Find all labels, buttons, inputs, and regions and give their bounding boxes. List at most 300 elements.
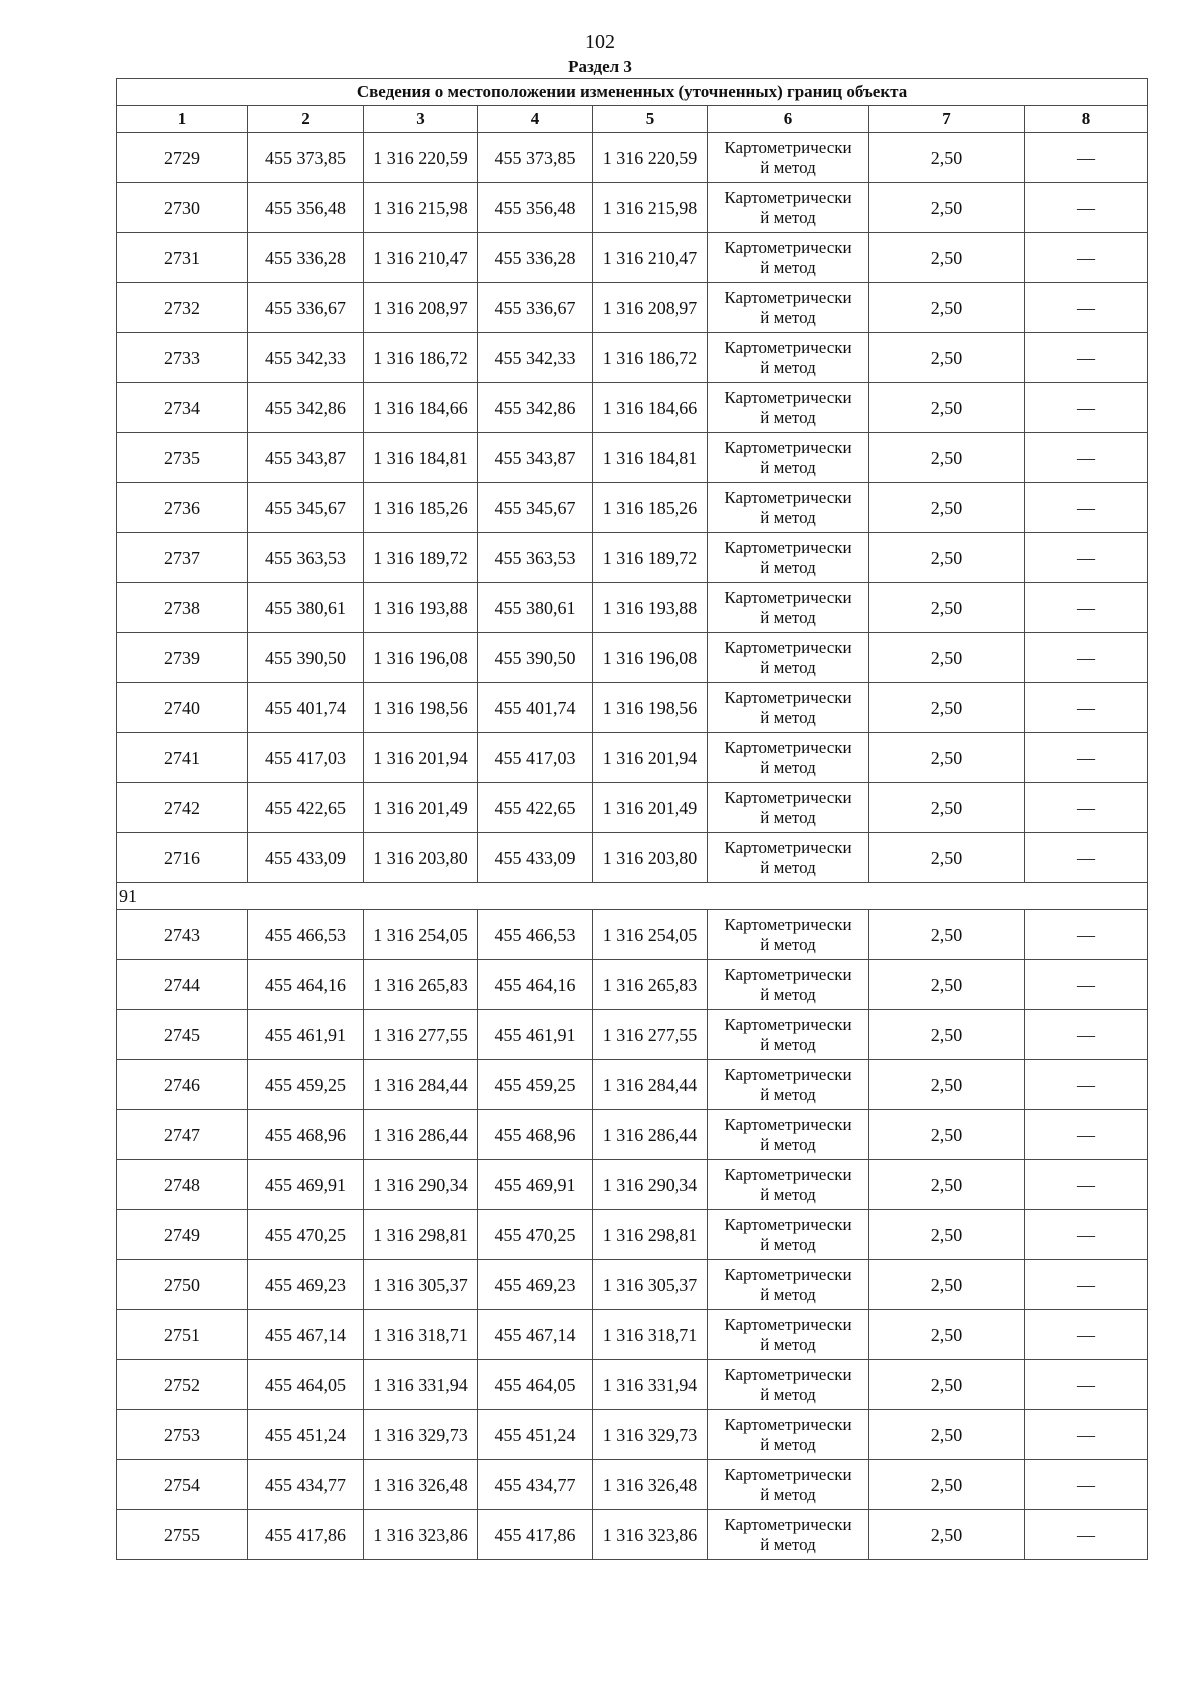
column-header: 3: [364, 106, 478, 133]
x-old-cell: 455 373,85: [248, 133, 364, 183]
y-new-cell: 1 316 210,47: [593, 233, 708, 283]
method-text-line2: й метод: [760, 1484, 816, 1504]
column-header: 2: [248, 106, 364, 133]
description-cell: —: [1025, 1410, 1148, 1460]
column-header: 5: [593, 106, 708, 133]
accuracy-cell: 2,50: [869, 183, 1025, 233]
method-cell: [708, 1060, 869, 1110]
method-text-line2: й метод: [760, 1434, 816, 1454]
description-cell: —: [1025, 1110, 1148, 1160]
method-cell: [708, 1260, 869, 1310]
accuracy-cell: 2,50: [869, 383, 1025, 433]
x-new-cell: 455 401,74: [478, 683, 593, 733]
x-old-cell: 455 470,25: [248, 1210, 364, 1260]
table-row: [117, 733, 1148, 783]
y-new-cell: 1 316 254,05: [593, 910, 708, 960]
table-row: [117, 533, 1148, 583]
point-number-cell: 2731: [117, 233, 248, 283]
description-cell: —: [1025, 910, 1148, 960]
point-number-cell: 2744: [117, 960, 248, 1010]
boundary-coordinates-table-container: [116, 78, 1147, 1560]
y-new-cell: 1 316 323,86: [593, 1510, 708, 1560]
table-row: [117, 683, 1148, 733]
method-text-line2: й метод: [760, 557, 816, 577]
method-text-line2: й метод: [760, 1334, 816, 1354]
y-new-cell: 1 316 185,26: [593, 483, 708, 533]
x-new-cell: 455 433,09: [478, 833, 593, 883]
point-number-cell: 2732: [117, 283, 248, 333]
y-old-cell: 1 316 186,72: [364, 333, 478, 383]
method-text-line2: й метод: [760, 707, 816, 727]
y-old-cell: 1 316 189,72: [364, 533, 478, 583]
x-old-cell: 455 390,50: [248, 633, 364, 683]
table-row: [117, 633, 1148, 683]
x-old-cell: 455 467,14: [248, 1310, 364, 1360]
column-header: 8: [1025, 106, 1148, 133]
method-cell: [708, 910, 869, 960]
point-number-cell: 2737: [117, 533, 248, 583]
method-text-line2: й метод: [760, 1384, 816, 1404]
x-old-cell: 455 342,33: [248, 333, 364, 383]
x-old-cell: 455 336,28: [248, 233, 364, 283]
method-text-line2: й метод: [760, 307, 816, 327]
boundary-coordinates-table: [116, 78, 1148, 1560]
table-row: [117, 910, 1148, 960]
y-old-cell: 1 316 305,37: [364, 1260, 478, 1310]
x-new-cell: 455 345,67: [478, 483, 593, 533]
method-text-line1: Картометрически: [724, 1114, 852, 1134]
y-new-cell: 1 316 201,49: [593, 783, 708, 833]
y-old-cell: 1 316 220,59: [364, 133, 478, 183]
x-old-cell: 455 343,87: [248, 433, 364, 483]
y-new-cell: 1 316 286,44: [593, 1110, 708, 1160]
y-new-cell: 1 316 215,98: [593, 183, 708, 233]
point-number-cell: 2733: [117, 333, 248, 383]
description-cell: —: [1025, 633, 1148, 683]
table-row: [117, 1210, 1148, 1260]
method-text-line1: Картометрически: [724, 1514, 852, 1534]
x-new-cell: 455 342,86: [478, 383, 593, 433]
y-new-cell: 1 316 329,73: [593, 1410, 708, 1460]
x-new-cell: 455 342,33: [478, 333, 593, 383]
x-new-cell: 455 422,65: [478, 783, 593, 833]
table-row: [117, 433, 1148, 483]
method-text-line2: й метод: [760, 607, 816, 627]
x-new-cell: 455 468,96: [478, 1110, 593, 1160]
method-cell: [708, 783, 869, 833]
y-old-cell: 1 316 277,55: [364, 1010, 478, 1060]
description-cell: —: [1025, 733, 1148, 783]
description-cell: —: [1025, 1260, 1148, 1310]
method-text-line2: й метод: [760, 407, 816, 427]
description-cell: —: [1025, 1210, 1148, 1260]
description-cell: —: [1025, 383, 1148, 433]
description-cell: —: [1025, 283, 1148, 333]
description-cell: —: [1025, 960, 1148, 1010]
accuracy-cell: 2,50: [869, 583, 1025, 633]
y-new-cell: 1 316 318,71: [593, 1310, 708, 1360]
y-old-cell: 1 316 210,47: [364, 233, 478, 283]
method-cell: [708, 1410, 869, 1460]
y-new-cell: 1 316 184,81: [593, 433, 708, 483]
method-cell: [708, 683, 869, 733]
table-row: [117, 1460, 1148, 1510]
point-number-cell: 2754: [117, 1460, 248, 1510]
method-text-line1: Картометрически: [724, 1014, 852, 1034]
method-cell: [708, 1310, 869, 1360]
description-cell: —: [1025, 1310, 1148, 1360]
x-new-cell: 455 390,50: [478, 633, 593, 683]
y-new-cell: 1 316 201,94: [593, 733, 708, 783]
method-cell: [708, 1360, 869, 1410]
method-text-line1: Картометрически: [724, 187, 852, 207]
point-number-cell: 2745: [117, 1010, 248, 1060]
method-text-line1: Картометрически: [724, 537, 852, 557]
y-new-cell: 1 316 208,97: [593, 283, 708, 333]
column-number-row: [117, 106, 1148, 133]
method-text-line1: Картометрически: [724, 914, 852, 934]
x-new-cell: 455 417,86: [478, 1510, 593, 1560]
x-new-cell: 455 469,23: [478, 1260, 593, 1310]
y-old-cell: 1 316 331,94: [364, 1360, 478, 1410]
method-text-line1: Картометрически: [724, 1414, 852, 1434]
description-cell: —: [1025, 483, 1148, 533]
y-new-cell: 1 316 196,08: [593, 633, 708, 683]
x-new-cell: 455 417,03: [478, 733, 593, 783]
method-text-line1: Картометрически: [724, 487, 852, 507]
y-old-cell: 1 316 201,94: [364, 733, 478, 783]
method-text-line1: Картометрически: [724, 437, 852, 457]
table-row: [117, 783, 1148, 833]
x-old-cell: 455 459,25: [248, 1060, 364, 1110]
y-old-cell: 1 316 185,26: [364, 483, 478, 533]
point-number-cell: 2752: [117, 1360, 248, 1410]
table-row: [117, 1410, 1148, 1460]
method-text-line2: й метод: [760, 1034, 816, 1054]
contour-group-row: [117, 883, 1148, 910]
method-cell: [708, 433, 869, 483]
method-text-line1: Картометрически: [724, 1064, 852, 1084]
x-new-cell: 455 467,14: [478, 1310, 593, 1360]
point-number-cell: 2746: [117, 1060, 248, 1110]
method-text-line2: й метод: [760, 984, 816, 1004]
method-text-line1: Картометрически: [724, 1164, 852, 1184]
method-text-line1: Картометрически: [724, 637, 852, 657]
table-row: [117, 133, 1148, 183]
table-row: [117, 583, 1148, 633]
method-cell: [708, 733, 869, 783]
accuracy-cell: 2,50: [869, 1460, 1025, 1510]
method-cell: [708, 1160, 869, 1210]
accuracy-cell: 2,50: [869, 1510, 1025, 1560]
method-text-line1: Картометрически: [724, 1214, 852, 1234]
y-new-cell: 1 316 265,83: [593, 960, 708, 1010]
method-cell: [708, 960, 869, 1010]
accuracy-cell: 2,50: [869, 683, 1025, 733]
table-caption: Сведения о местоположении измененных (уточненных) границ объекта: [117, 79, 1148, 106]
x-old-cell: 455 466,53: [248, 910, 364, 960]
accuracy-cell: 2,50: [869, 783, 1025, 833]
method-text-line1: Картометрически: [724, 1314, 852, 1334]
table-row: [117, 1260, 1148, 1310]
x-new-cell: 455 356,48: [478, 183, 593, 233]
point-number-cell: 2749: [117, 1210, 248, 1260]
point-number-cell: 2738: [117, 583, 248, 633]
method-text-line1: Картометрически: [724, 237, 852, 257]
point-number-cell: 2735: [117, 433, 248, 483]
description-cell: —: [1025, 1360, 1148, 1410]
y-old-cell: 1 316 184,66: [364, 383, 478, 433]
y-old-cell: 1 316 326,48: [364, 1460, 478, 1510]
x-new-cell: 455 343,87: [478, 433, 593, 483]
description-cell: —: [1025, 833, 1148, 883]
accuracy-cell: 2,50: [869, 333, 1025, 383]
accuracy-cell: 2,50: [869, 283, 1025, 333]
accuracy-cell: 2,50: [869, 433, 1025, 483]
y-old-cell: 1 316 290,34: [364, 1160, 478, 1210]
method-cell: [708, 183, 869, 233]
accuracy-cell: 2,50: [869, 1210, 1025, 1260]
accuracy-cell: 2,50: [869, 483, 1025, 533]
method-cell: [708, 383, 869, 433]
page-number: 102: [585, 31, 615, 53]
x-new-cell: 455 461,91: [478, 1010, 593, 1060]
method-cell: [708, 1510, 869, 1560]
description-cell: —: [1025, 533, 1148, 583]
x-old-cell: 455 401,74: [248, 683, 364, 733]
point-number-cell: 2740: [117, 683, 248, 733]
method-text-line1: Картометрически: [724, 387, 852, 407]
description-cell: —: [1025, 683, 1148, 733]
x-old-cell: 455 469,23: [248, 1260, 364, 1310]
method-text-line1: Картометрически: [724, 1264, 852, 1284]
accuracy-cell: 2,50: [869, 910, 1025, 960]
accuracy-cell: 2,50: [869, 960, 1025, 1010]
x-old-cell: 455 461,91: [248, 1010, 364, 1060]
method-cell: [708, 133, 869, 183]
table-body: [117, 79, 1148, 1560]
x-old-cell: 455 417,86: [248, 1510, 364, 1560]
table-caption-row: [117, 79, 1148, 106]
table-row: [117, 1110, 1148, 1160]
x-old-cell: 455 433,09: [248, 833, 364, 883]
point-number-cell: 2729: [117, 133, 248, 183]
x-old-cell: 455 363,53: [248, 533, 364, 583]
description-cell: —: [1025, 583, 1148, 633]
x-new-cell: 455 464,05: [478, 1360, 593, 1410]
method-cell: [708, 1110, 869, 1160]
table-row: [117, 1310, 1148, 1360]
table-row: [117, 1160, 1148, 1210]
accuracy-cell: 2,50: [869, 133, 1025, 183]
x-new-cell: 455 466,53: [478, 910, 593, 960]
x-new-cell: 455 336,28: [478, 233, 593, 283]
point-number-cell: 2743: [117, 910, 248, 960]
x-old-cell: 455 469,91: [248, 1160, 364, 1210]
accuracy-cell: 2,50: [869, 1310, 1025, 1360]
method-cell: [708, 333, 869, 383]
method-text-line1: Картометрически: [724, 1464, 852, 1484]
accuracy-cell: 2,50: [869, 1010, 1025, 1060]
x-old-cell: 455 380,61: [248, 583, 364, 633]
point-number-cell: 2734: [117, 383, 248, 433]
point-number-cell: 2741: [117, 733, 248, 783]
description-cell: —: [1025, 783, 1148, 833]
x-new-cell: 455 451,24: [478, 1410, 593, 1460]
description-cell: —: [1025, 1460, 1148, 1510]
method-cell: [708, 633, 869, 683]
accuracy-cell: 2,50: [869, 233, 1025, 283]
method-text-line2: й метод: [760, 257, 816, 277]
accuracy-cell: 2,50: [869, 733, 1025, 783]
y-new-cell: 1 316 277,55: [593, 1010, 708, 1060]
table-row: [117, 960, 1148, 1010]
x-old-cell: 455 345,67: [248, 483, 364, 533]
x-new-cell: 455 434,77: [478, 1460, 593, 1510]
description-cell: —: [1025, 133, 1148, 183]
method-text-line1: Картометрически: [724, 587, 852, 607]
y-new-cell: 1 316 184,66: [593, 383, 708, 433]
table-row: [117, 483, 1148, 533]
method-text-line1: Картометрически: [724, 1364, 852, 1384]
description-cell: —: [1025, 433, 1148, 483]
table-row: [117, 1060, 1148, 1110]
method-text-line2: й метод: [760, 1534, 816, 1554]
method-text-line2: й метод: [760, 1184, 816, 1204]
x-old-cell: 455 342,86: [248, 383, 364, 433]
x-new-cell: 455 464,16: [478, 960, 593, 1010]
description-cell: —: [1025, 233, 1148, 283]
description-cell: —: [1025, 333, 1148, 383]
method-text-line1: Картометрически: [724, 837, 852, 857]
table-row: [117, 283, 1148, 333]
method-text-line2: й метод: [760, 857, 816, 877]
y-new-cell: 1 316 203,80: [593, 833, 708, 883]
accuracy-cell: 2,50: [869, 1160, 1025, 1210]
method-text-line1: Картометрически: [724, 687, 852, 707]
method-cell: [708, 833, 869, 883]
method-cell: [708, 1010, 869, 1060]
x-old-cell: 455 356,48: [248, 183, 364, 233]
description-cell: —: [1025, 183, 1148, 233]
accuracy-cell: 2,50: [869, 1260, 1025, 1310]
method-text-line2: й метод: [760, 807, 816, 827]
x-new-cell: 455 373,85: [478, 133, 593, 183]
method-text-line2: й метод: [760, 757, 816, 777]
accuracy-cell: 2,50: [869, 533, 1025, 583]
method-cell: [708, 233, 869, 283]
y-new-cell: 1 316 290,34: [593, 1160, 708, 1210]
y-old-cell: 1 316 254,05: [364, 910, 478, 960]
method-cell: [708, 483, 869, 533]
table-row: [117, 1360, 1148, 1410]
y-new-cell: 1 316 326,48: [593, 1460, 708, 1510]
x-old-cell: 455 422,65: [248, 783, 364, 833]
y-new-cell: 1 316 298,81: [593, 1210, 708, 1260]
point-number-cell: 2748: [117, 1160, 248, 1210]
point-number-cell: 2747: [117, 1110, 248, 1160]
method-text-line1: Картометрически: [724, 337, 852, 357]
accuracy-cell: 2,50: [869, 833, 1025, 883]
y-new-cell: 1 316 193,88: [593, 583, 708, 633]
column-header: 4: [478, 106, 593, 133]
x-old-cell: 455 336,67: [248, 283, 364, 333]
point-number-cell: 2730: [117, 183, 248, 233]
y-new-cell: 1 316 189,72: [593, 533, 708, 583]
x-new-cell: 455 380,61: [478, 583, 593, 633]
x-new-cell: 455 363,53: [478, 533, 593, 583]
accuracy-cell: 2,50: [869, 633, 1025, 683]
method-cell: [708, 283, 869, 333]
description-cell: —: [1025, 1010, 1148, 1060]
point-number-cell: 2750: [117, 1260, 248, 1310]
method-text-line2: й метод: [760, 1284, 816, 1304]
y-new-cell: 1 316 305,37: [593, 1260, 708, 1310]
y-new-cell: 1 316 220,59: [593, 133, 708, 183]
y-new-cell: 1 316 198,56: [593, 683, 708, 733]
description-cell: —: [1025, 1510, 1148, 1560]
y-old-cell: 1 316 318,71: [364, 1310, 478, 1360]
method-cell: [708, 533, 869, 583]
method-text-line1: Картометрически: [724, 787, 852, 807]
x-old-cell: 455 434,77: [248, 1460, 364, 1510]
description-cell: —: [1025, 1060, 1148, 1110]
method-text-line1: Картометрически: [724, 964, 852, 984]
method-text-line2: й метод: [760, 1234, 816, 1254]
y-old-cell: 1 316 201,49: [364, 783, 478, 833]
point-number-cell: 2739: [117, 633, 248, 683]
method-text-line2: й метод: [760, 507, 816, 527]
y-old-cell: 1 316 323,86: [364, 1510, 478, 1560]
column-header: 6: [708, 106, 869, 133]
y-old-cell: 1 316 203,80: [364, 833, 478, 883]
table-row: [117, 1010, 1148, 1060]
accuracy-cell: 2,50: [869, 1060, 1025, 1110]
y-old-cell: 1 316 215,98: [364, 183, 478, 233]
y-old-cell: 1 316 196,08: [364, 633, 478, 683]
accuracy-cell: 2,50: [869, 1110, 1025, 1160]
y-old-cell: 1 316 286,44: [364, 1110, 478, 1160]
x-old-cell: 455 468,96: [248, 1110, 364, 1160]
contour-number-label: 91: [117, 883, 1148, 910]
table-row: [117, 183, 1148, 233]
method-cell: [708, 583, 869, 633]
method-cell: [708, 1460, 869, 1510]
x-old-cell: 455 417,03: [248, 733, 364, 783]
description-cell: —: [1025, 1160, 1148, 1210]
y-old-cell: 1 316 198,56: [364, 683, 478, 733]
y-old-cell: 1 316 298,81: [364, 1210, 478, 1260]
method-text-line2: й метод: [760, 1134, 816, 1154]
method-text-line2: й метод: [760, 934, 816, 954]
y-old-cell: 1 316 184,81: [364, 433, 478, 483]
x-new-cell: 455 469,91: [478, 1160, 593, 1210]
x-new-cell: 455 336,67: [478, 283, 593, 333]
method-text-line1: Картометрически: [724, 137, 852, 157]
x-old-cell: 455 464,16: [248, 960, 364, 1010]
table-row: [117, 1510, 1148, 1560]
table-row: [117, 233, 1148, 283]
method-text-line2: й метод: [760, 357, 816, 377]
column-header: 7: [869, 106, 1025, 133]
point-number-cell: 2716: [117, 833, 248, 883]
table-row: [117, 833, 1148, 883]
method-text-line2: й метод: [760, 457, 816, 477]
y-old-cell: 1 316 208,97: [364, 283, 478, 333]
method-text-line1: Картометрически: [724, 737, 852, 757]
point-number-cell: 2751: [117, 1310, 248, 1360]
method-cell: [708, 1210, 869, 1260]
